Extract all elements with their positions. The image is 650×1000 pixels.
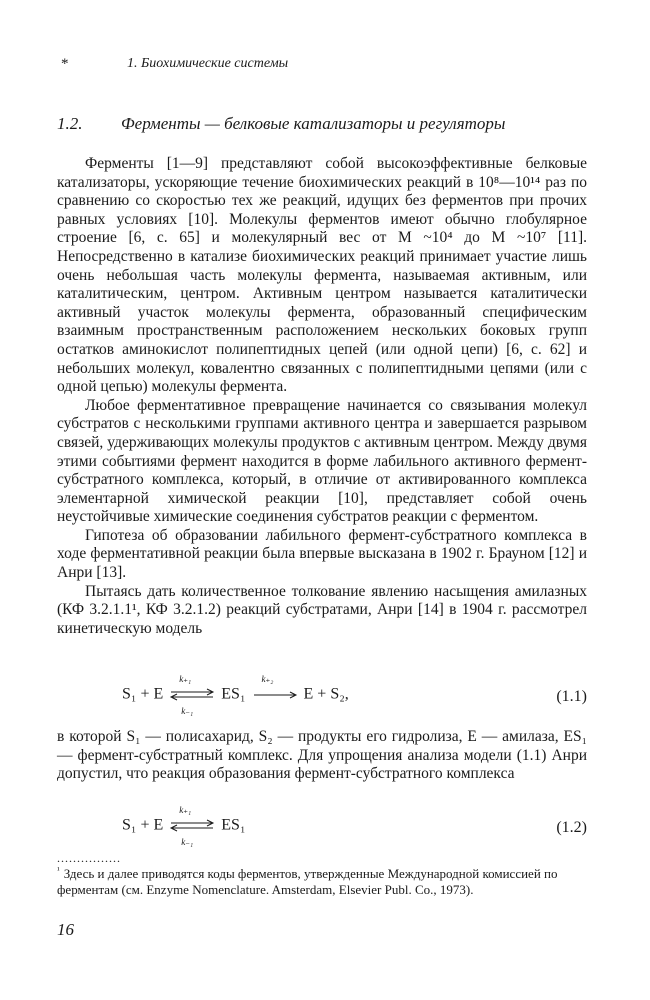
section-heading — [57, 114, 505, 134]
equation-1-1-number: (1.1) — [556, 688, 587, 705]
eq2-reactants: S₁ + E — [122, 816, 164, 834]
equation-1-1-formula — [122, 674, 349, 716]
eq1-complex: ES₁ — [221, 685, 246, 703]
paragraph-3: Гипотеза об образовании лабильного фермент-субстратного комплекса в ходе ферментативной реакции была впервые высказана в 1902 г. Брауном [12] и Анри [13]. — [57, 526, 587, 582]
right-arrow-icon — [252, 688, 298, 702]
paragraph-2: Любое ферментативное превращение начинается со связывания молекул субстратов с несколькими группами активного центра и завершается разрывом связей, удерживающих молекулы продуктов с активным центром. Между двумя этими событиями фермент находится в форме лабильного активного фермент-субстратного комплекса, который, в отличие от активированного комплекса элементарной химической реакции [10], представляет собой очень неустойчивые химические соединения субстратов реакции с ферментом. — [57, 396, 587, 526]
equation-1-2-formula — [122, 805, 246, 847]
footnote-mark: ¹ — [57, 865, 60, 875]
reversible-arrow-icon — [169, 674, 215, 716]
eq2-k-back: k₋₁ — [181, 837, 194, 847]
body-text — [57, 155, 587, 638]
paragraph-4: Пытаясь дать количественное толкование явлению насыщения амилазных (КФ 3.2.1.1¹, КФ 3.2.1.2) реакций субстратами, Анри [14] в 1904 г. рассмотрел кинетическую модель — [57, 582, 587, 637]
eq1-k-forward: k₊₁ — [179, 674, 192, 684]
equilibrium-arrows-icon — [169, 819, 215, 833]
paragraph-1: Ферменты [1—9] представляют собой высокоэффективные белковые катализаторы, ускоряющие течение биохимических реакций в 10⁸—10¹⁴ раз по сравнению со скоростью тех же реакций, идущих без ферментов при прочих равных условиях [10]. Молекулы ферментов имеют обычно глобулярное строение [6, с. 65] и молекулярный вес от М ~10⁴ до М ~10⁷ [11]. Непосредственно в катализе биохимических реакций принимает участие лишь очень небольшая часть молекулы фермента, называемая активным, или каталитическим, центром. Активным центром называется каталитически активный участок молекулы фермента, образованный специфическим взаимным пространственным расположением нескольких боковых групп остатков аминокислот полипептидных цепей (или одной цепи) [6, с. 62] и небольших молекул, ковалентно связанных с полипептидными цепями (или с одной цепью) молекулы фермента. — [57, 155, 587, 396]
page-number: 16 — [57, 920, 74, 939]
footnote-text: Здесь и далее приводятся коды ферментов, утвержденные Международной комиссией по ферментам (см. Enzyme Nomenclature. Amsterdam, Elsevier Publ. Co., 1973). — [57, 866, 558, 897]
reversible-arrow-icon — [169, 805, 215, 847]
forward-arrow-icon — [252, 674, 298, 706]
eq1-k2: k₊₂ — [261, 674, 274, 684]
eq1-products: E + S₂, — [303, 685, 349, 703]
section-number: 1.2. — [57, 114, 83, 133]
paragraph-5: в которой S₁ — полисахарид, S₂ — продукты его гидролиза, Е — амилаза, ES₁ — фермент-субстратный комплекс. Для упрощения анализа модели (1.1) Анри допустил, что реакция образования фермент-субстратного комплекса — [57, 728, 587, 783]
running-head-title: 1. Биохимические системы — [127, 56, 289, 71]
eq2-complex: ES₁ — [221, 816, 246, 834]
eq1-k-back: k₋₁ — [181, 706, 194, 716]
running-head — [57, 50, 590, 76]
section-title: Ферменты — белковые катализаторы и регуляторы — [121, 114, 506, 133]
body-text-continued — [57, 728, 587, 784]
equation-1-1 — [57, 674, 587, 716]
equation-1-2-number: (1.2) — [556, 819, 587, 836]
header-marker: * — [61, 56, 69, 72]
equilibrium-arrows-icon — [169, 688, 215, 702]
footnote — [57, 862, 587, 898]
eq1-reactants: S₁ + E — [122, 685, 164, 703]
equation-1-2 — [57, 805, 587, 847]
eq2-k-forward: k₊₁ — [179, 805, 192, 815]
footnote-rule: ................ — [57, 851, 121, 865]
